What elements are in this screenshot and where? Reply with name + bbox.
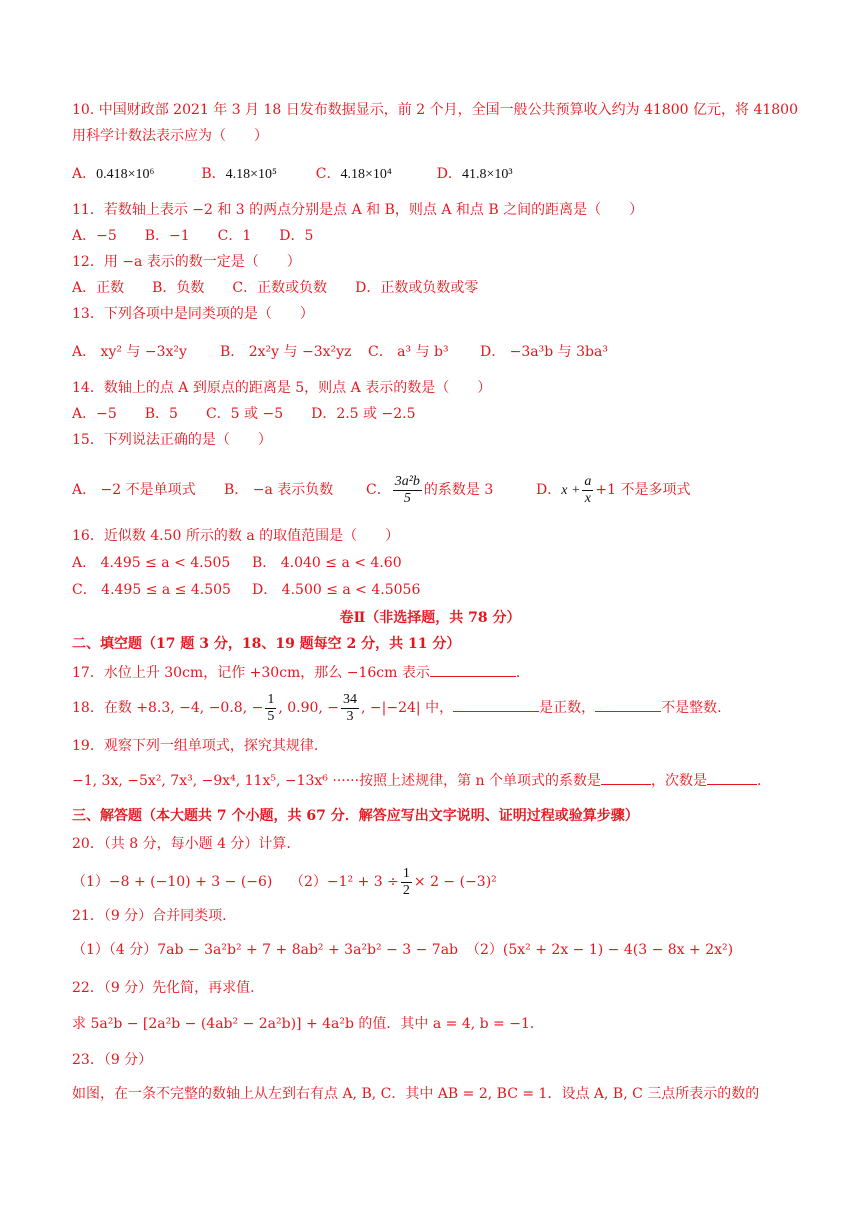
q23-body: 如图，在一条不完整的数轴上从左到右有点 A, B, C．其中 AB = 2, BC = 1．设点 A, B, C 三点所表示的数的 bbox=[72, 1086, 760, 1102]
q18 bbox=[72, 688, 722, 728]
q20-frac-numerator: 1 bbox=[402, 865, 410, 881]
q15-option-b: B． −a 表示负数 bbox=[224, 482, 334, 498]
q10-stem-line2: 用科学计数法表示应为（ ） bbox=[72, 128, 268, 144]
q14-stem: 14．数轴上的点 A 到原点的距离是 5，则点 A 表示的数是（ ） bbox=[72, 380, 492, 396]
q20-frac-denominator: 2 bbox=[402, 882, 410, 898]
q17-text: 17．水位上升 30cm，记作 +30cm，那么 −16cm 表示 bbox=[72, 665, 430, 681]
q15-d-denominator: x bbox=[584, 490, 592, 506]
q18-answer-blank-1[interactable] bbox=[453, 697, 539, 712]
q15-d-numerator: a bbox=[584, 473, 592, 489]
q15-stem: 15．下列说法正确的是（ ） bbox=[72, 432, 272, 448]
q19-seq: −1, 3x, −5x², 7x³, −9x⁴, 11x⁵, −13x⁶ ······按照上述规律，第 n 个单项式的系数是 bbox=[72, 773, 601, 789]
q16-option-a: A． 4.495 ≤ a < 4.505 bbox=[72, 555, 231, 571]
q21-part-1: （1）（4 分）7ab − 3a²b² + 7 + 8ab² + 3a²b² − 3 − 7ab bbox=[72, 942, 459, 958]
q18-frac1-numerator: 1 bbox=[267, 691, 275, 707]
q22-expression: 求 5a²b − [2a²b − (4ab² − 2a²b)] + 4a²b 的值．其中 a = 4, b = −1． bbox=[72, 1016, 544, 1032]
q19-stem: 19．观察下列一组单项式，探究其规律. bbox=[72, 738, 319, 754]
q10-a-label: A． bbox=[72, 166, 97, 182]
q13-option-b: B． 2x²y 与 −3x²yz bbox=[220, 344, 352, 360]
q16-option-b: B． 4.040 ≤ a < 4.60 bbox=[252, 555, 402, 571]
q18-fraction-2 bbox=[341, 692, 359, 725]
q14-options: A．−5 B．5 C．5 或 −5 D．2.5 或 −2.5 bbox=[72, 406, 416, 422]
q20-fraction bbox=[401, 866, 412, 899]
q12-options: A．正数 B．负数 C．正数或负数 D．正数或负数或零 bbox=[72, 280, 479, 296]
q18-frac1-denominator: 5 bbox=[267, 708, 275, 724]
q15-option-c bbox=[366, 466, 536, 514]
q15-d-fraction bbox=[582, 474, 593, 507]
q15-c-denominator: 5 bbox=[403, 490, 411, 506]
q13-option-a: A． xy² 与 −3x²y bbox=[72, 344, 187, 360]
q22-stem: 22．（9 分）先化简，再求值. bbox=[72, 980, 255, 996]
q21-part-2: （2）(5x² + 2x − 1) − 4(3 − 8x + 2x²) bbox=[466, 942, 734, 958]
q15-option-a: A． −2 不是单项式 bbox=[72, 482, 196, 498]
q18-frac2-numerator: 34 bbox=[343, 691, 358, 707]
q19-answer-blank-1[interactable] bbox=[601, 770, 651, 785]
q10-b-value: 4.18×10⁵ bbox=[225, 167, 277, 182]
q10-c-label: C． bbox=[315, 166, 341, 182]
q23-stem: 23．（9 分） bbox=[72, 1052, 153, 1068]
q18-fraction-1 bbox=[265, 692, 276, 725]
q16-stem: 16．近似数 4.50 所示的数 a 的取值范围是（ ） bbox=[72, 528, 400, 544]
q17 bbox=[72, 662, 520, 683]
q10-a-value: 0.418×10⁶ bbox=[96, 167, 155, 182]
q19-answer-blank-2[interactable] bbox=[707, 770, 757, 785]
q12-stem: 12．用 −a 表示的数一定是（ ） bbox=[72, 254, 301, 270]
q11-options: A．−5 B．−1 C．1 D．5 bbox=[72, 228, 314, 244]
q20-parts bbox=[72, 862, 497, 902]
q18-pre: 18．在数 +8.3, −4, −0.8, − bbox=[72, 700, 264, 716]
q17-answer-blank[interactable] bbox=[430, 662, 516, 677]
q10-b-label: B． bbox=[201, 166, 226, 182]
section2-title: 二、填空题（17 题 3 分，18、19 题每空 2 分，共 11 分） bbox=[72, 636, 461, 652]
q13-option-d: D． −3a³b 与 3ba³ bbox=[480, 344, 608, 360]
q10-stem-line1: 10. 中国财政部 2021 年 3 月 18 日发布数据显示，前 2 个月，全国一般公共预算收入约为 41800 亿元，将 41800 bbox=[72, 102, 798, 118]
q15-option-d bbox=[536, 466, 691, 515]
q19-t2: . bbox=[757, 773, 762, 789]
q16-options-row1 bbox=[72, 553, 402, 573]
q21-stem: 21．（9 分）合并同类项. bbox=[72, 908, 227, 924]
q18-post: , −|−24| 中， bbox=[361, 700, 454, 716]
q15-options bbox=[72, 466, 691, 515]
q15-d-pre: x + bbox=[561, 483, 581, 498]
q20-part-2-post: × 2 − (−3)² bbox=[413, 874, 497, 890]
q18-t2: 不是整数. bbox=[661, 700, 722, 716]
q16-option-d: D． 4.500 ≤ a < 4.5056 bbox=[252, 582, 421, 598]
q15-c-numerator: 3a²b bbox=[394, 473, 420, 489]
q13-options bbox=[72, 342, 608, 362]
q11-stem: 11．若数轴上表示 −2 和 3 的两点分别是点 A 和 B，则点 A 和点 B 之间的距离是（ ） bbox=[72, 202, 644, 218]
section3-title: 三、解答题（本大题共 7 个小题，共 67 分．解答应写出文字说明、证明过程或验算步骤） bbox=[72, 808, 639, 824]
q15-c-fraction bbox=[393, 474, 422, 507]
q19-sequence bbox=[72, 770, 761, 791]
q10-options bbox=[72, 164, 513, 185]
q17-end: . bbox=[515, 665, 521, 681]
q20-part-1: （1）−8 + (−10) + 3 − (−6) bbox=[72, 874, 273, 890]
q20-part-2-pre: （2）−1² + 3 ÷ bbox=[290, 874, 399, 890]
q10-d-label: D． bbox=[436, 166, 462, 182]
q15-c-text: 的系数是 3 bbox=[423, 482, 494, 498]
q13-stem: 13．下列各项中是同类项的是（ ） bbox=[72, 306, 314, 322]
q10-c-value: 4.18×10⁴ bbox=[340, 167, 392, 182]
q15-d-text: +1 不是多项式 bbox=[595, 482, 691, 498]
q18-answer-blank-2[interactable] bbox=[595, 697, 661, 712]
q10-d-value: 41.8×10³ bbox=[461, 167, 513, 182]
q16-options-row2 bbox=[72, 580, 420, 600]
q18-mid: , 0.90, − bbox=[278, 700, 340, 716]
q18-t1: 是正数， bbox=[539, 700, 596, 716]
q19-t1: ，次数是 bbox=[651, 773, 707, 789]
part2-title: 卷Ⅱ（非选择题，共 78 分） bbox=[339, 610, 521, 626]
q15-d-label: D． bbox=[536, 482, 562, 498]
q13-option-c: C． a³ 与 b³ bbox=[368, 344, 449, 360]
q21-parts bbox=[72, 940, 733, 960]
q20-stem: 20．（共 8 分，每小题 4 分）计算. bbox=[72, 836, 291, 852]
q15-c-label: C． bbox=[366, 482, 391, 498]
q18-frac2-denominator: 3 bbox=[346, 708, 354, 724]
q16-option-c: C． 4.495 ≤ a ≤ 4.505 bbox=[72, 582, 231, 598]
